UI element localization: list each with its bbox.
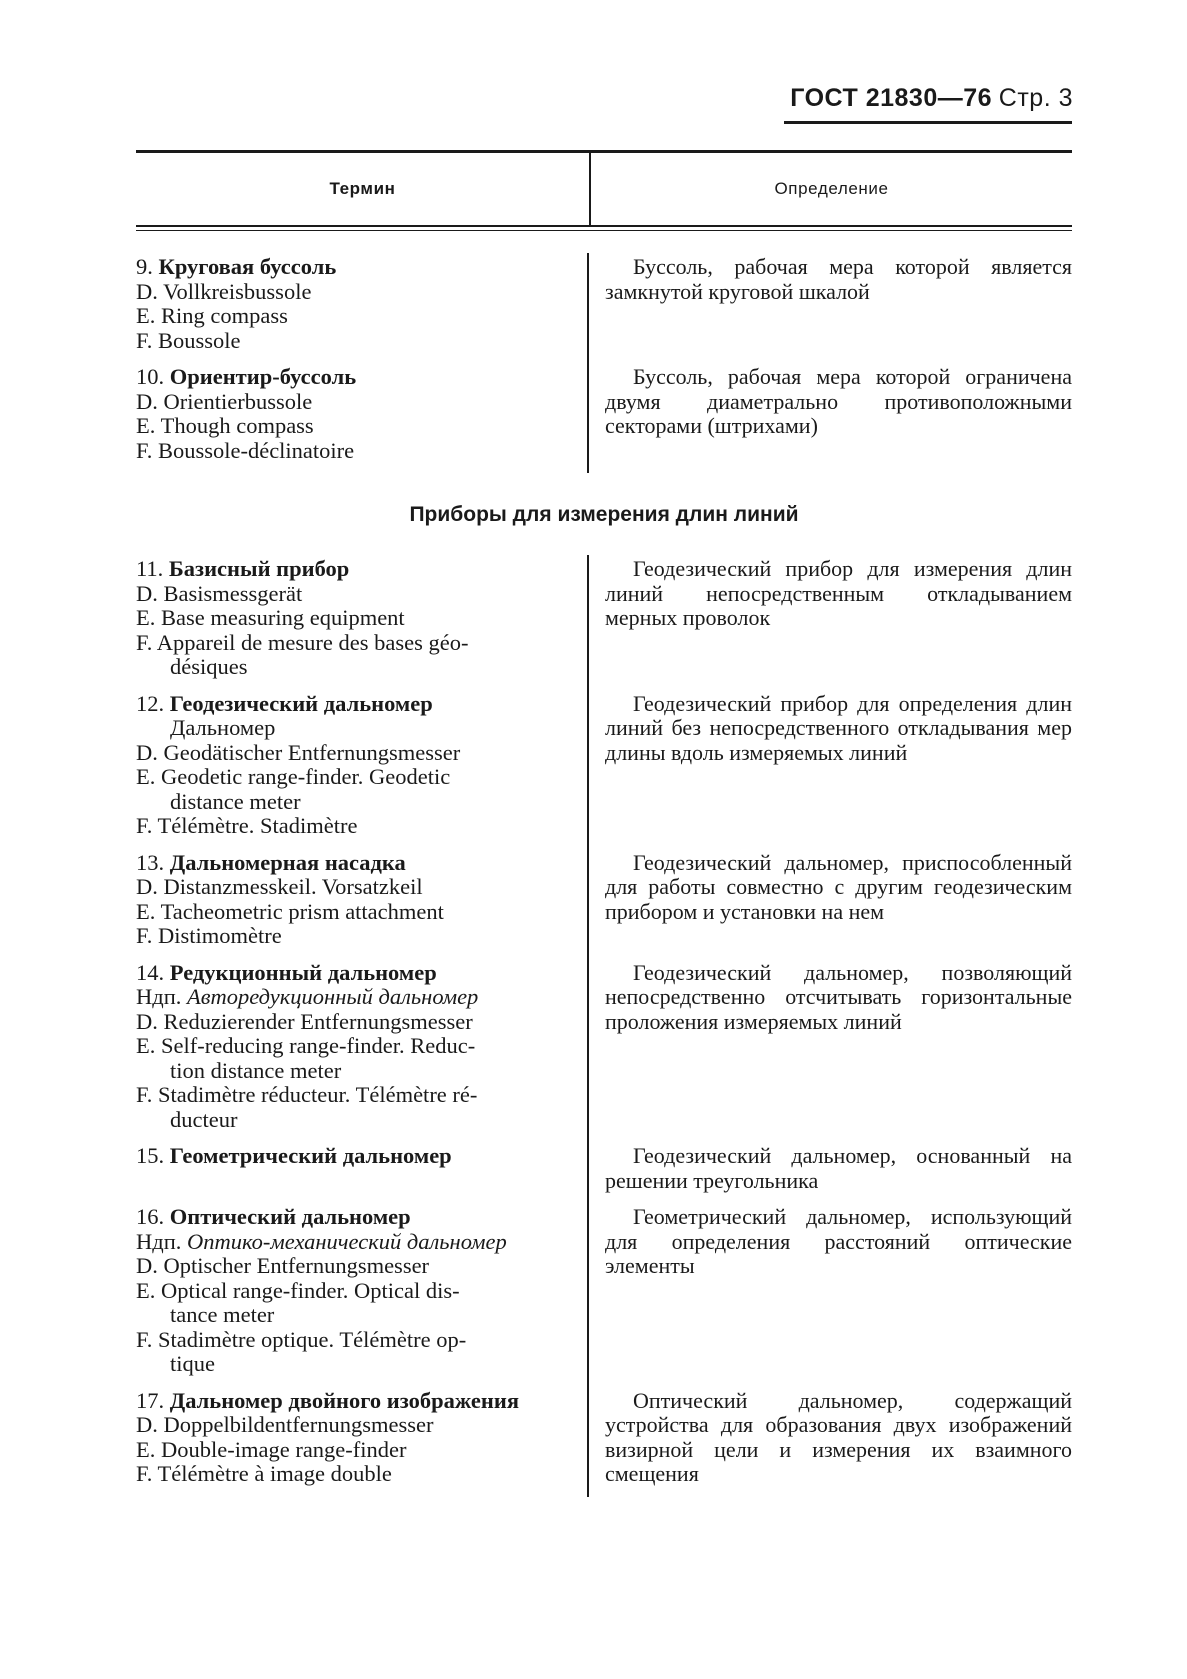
terms-table (136, 150, 1072, 1497)
term-cell (136, 959, 589, 1143)
term-number: 13. (136, 849, 165, 875)
term-translation: D. Doppelbildentfernungsmesser (136, 1412, 434, 1437)
term-translation: D. Orientierbussole (136, 388, 313, 414)
definition-text: Геодезический дальномер, основанный на решении треугольника (605, 1143, 1072, 1193)
term-translation: E. Self-reducing range-finder. Reduc- (136, 1033, 476, 1058)
definition-text: Геодезический дальномер, приспособленный для работы совместно с другим геодезическим прибором и установки на нем (605, 849, 1072, 924)
term-translation: tique (170, 1351, 215, 1376)
term-number: 16. (136, 1204, 165, 1229)
term-group-range-finders (136, 555, 1072, 1497)
definition-text: Геодезический прибор для измерения длин линий непосредственным откладыванием мерных проволок (605, 556, 1072, 630)
term-translation: E. Ring compass (136, 303, 288, 328)
term-translation: distance meter (170, 788, 301, 814)
term-number: 17. (136, 1387, 165, 1413)
term-translation: D. Vollkreisbussole (136, 278, 312, 304)
term-entry (136, 363, 1072, 473)
deprecated-term: Авторедукционный дальномер (187, 984, 479, 1009)
term-number: 10. (136, 364, 165, 389)
term-cell (136, 849, 589, 959)
ndp-label: Ндп. (136, 1228, 182, 1254)
definition-cell (589, 1203, 1072, 1387)
term-number: 11. (136, 556, 164, 581)
term-translation: E. Tacheometric prism attachment (136, 898, 444, 924)
ndp-label: Ндп. (136, 984, 182, 1009)
term-translation: F. Télémètre à image double (136, 1461, 392, 1486)
term-translation: D. Geodätischer Entfernungsmesser (136, 739, 461, 765)
term-cell (136, 253, 589, 363)
term-number: 14. (136, 959, 165, 985)
term-cell (136, 1203, 589, 1387)
column-header-term: Термин (136, 153, 591, 225)
definition-cell (589, 690, 1072, 849)
standard-number: ГОСТ 21830—76 (790, 84, 993, 112)
definition-text: Оптический дальномер, содержащий устройства для образования двух изображений визирной цели и измерения их взаимного смещения (605, 1387, 1072, 1486)
term-translation: F. Distimomètre (136, 923, 282, 948)
term-title: Круговая буссоль (158, 254, 337, 279)
term-title: Геометрический дальномер (169, 1143, 452, 1168)
definition-cell (589, 1142, 1072, 1203)
term-title: Базисный прибор (168, 556, 350, 581)
term-entry (136, 959, 1072, 1143)
term-number: 15. (136, 1143, 165, 1168)
term-cell (136, 1142, 589, 1203)
term-translation: D. Basismessgerät (136, 580, 303, 606)
term-title: Редукционный дальномер (169, 959, 437, 985)
term-cell (136, 363, 589, 473)
term-translation: D. Optischer Entfernungsmesser (136, 1253, 430, 1278)
term-number: 9. (136, 254, 153, 279)
page-header (790, 84, 1073, 113)
term-translation: F. Boussole (136, 327, 241, 353)
term-translation: F. Appareil de mesure des bases géo- (136, 629, 469, 655)
definition-text: Буссоль, рабочая мера которой ограничена двумя диаметрально противоположными секторами (штрихами) (605, 364, 1072, 438)
term-translation: F. Stadimètre optique. Télémètre op- (136, 1326, 467, 1352)
definition-cell (589, 363, 1072, 473)
term-translation: tion distance meter (170, 1057, 342, 1083)
term-translation: E. Though compass (136, 413, 314, 438)
definition-cell (589, 253, 1072, 363)
term-entry (136, 1142, 1072, 1203)
term-translation: E. Geodetic range-finder. Geodetic (136, 764, 451, 789)
term-translation: F. Télémètre. Stadimètre (136, 813, 358, 838)
term-translation: F. Stadimètre réducteur. Télémètre ré- (136, 1082, 478, 1107)
term-title: Дальномер двойного изображения (169, 1387, 520, 1413)
definition-text: Геодезический дальномер, позволяющий непосредственно отсчитывать горизонтальные проложения измеряемых линий (605, 959, 1072, 1034)
term-translation: E. Base measuring equipment (136, 605, 405, 630)
term-translation: E. Double-image range-finder (136, 1436, 407, 1462)
term-group-compasses (136, 231, 1072, 473)
term-entry (136, 690, 1072, 849)
term-entry (136, 253, 1072, 363)
term-translation: Дальномер (170, 715, 276, 740)
term-translation: tance meter (170, 1302, 275, 1327)
column-header-definition: Определение (774, 179, 889, 198)
term-title: Ориентир-буссоль (169, 364, 357, 389)
definition-cell (589, 849, 1072, 959)
definition-text: Буссоль, рабочая мера которой является замкнутой круговой шкалой (605, 254, 1072, 304)
term-translation: D. Reduzierender Entfernungsmesser (136, 1008, 473, 1034)
term-translation: D. Distanzmesskeil. Vorsatzkeil (136, 874, 423, 899)
term-entry (136, 1387, 1072, 1497)
term-cell (136, 690, 589, 849)
term-entry (136, 555, 1072, 690)
term-title: Дальномерная насадка (169, 849, 406, 875)
header-rule (784, 121, 1072, 124)
definition-text: Геометрический дальномер, использующий для определения расстояний оптические элементы (605, 1204, 1072, 1278)
definition-cell (589, 555, 1072, 690)
term-cell (136, 1387, 589, 1497)
section-title: Приборы для измерения длин линий (409, 503, 799, 526)
term-translation: F. Boussole-déclinatoire (136, 437, 355, 463)
deprecated-term: Оптико-механический дальномер (187, 1228, 507, 1254)
term-entry (136, 1203, 1072, 1387)
page-number: Стр. 3 (998, 84, 1073, 112)
term-translation: ducteur (170, 1106, 238, 1132)
term-translation: E. Optical range-finder. Optical dis- (136, 1277, 460, 1303)
term-cell (136, 555, 589, 690)
definition-text: Геодезический прибор для определения длин линий без непосредственного откладывания мер длины вдоль измеряемых линий (605, 690, 1072, 765)
term-title: Геодезический дальномер (169, 690, 433, 716)
term-title: Оптический дальномер (169, 1204, 411, 1229)
term-number: 12. (136, 690, 165, 716)
term-entry (136, 849, 1072, 959)
table-header-row (136, 153, 1072, 225)
term-translation: désiques (170, 654, 248, 679)
definition-cell (589, 959, 1072, 1143)
definition-cell (589, 1387, 1072, 1497)
